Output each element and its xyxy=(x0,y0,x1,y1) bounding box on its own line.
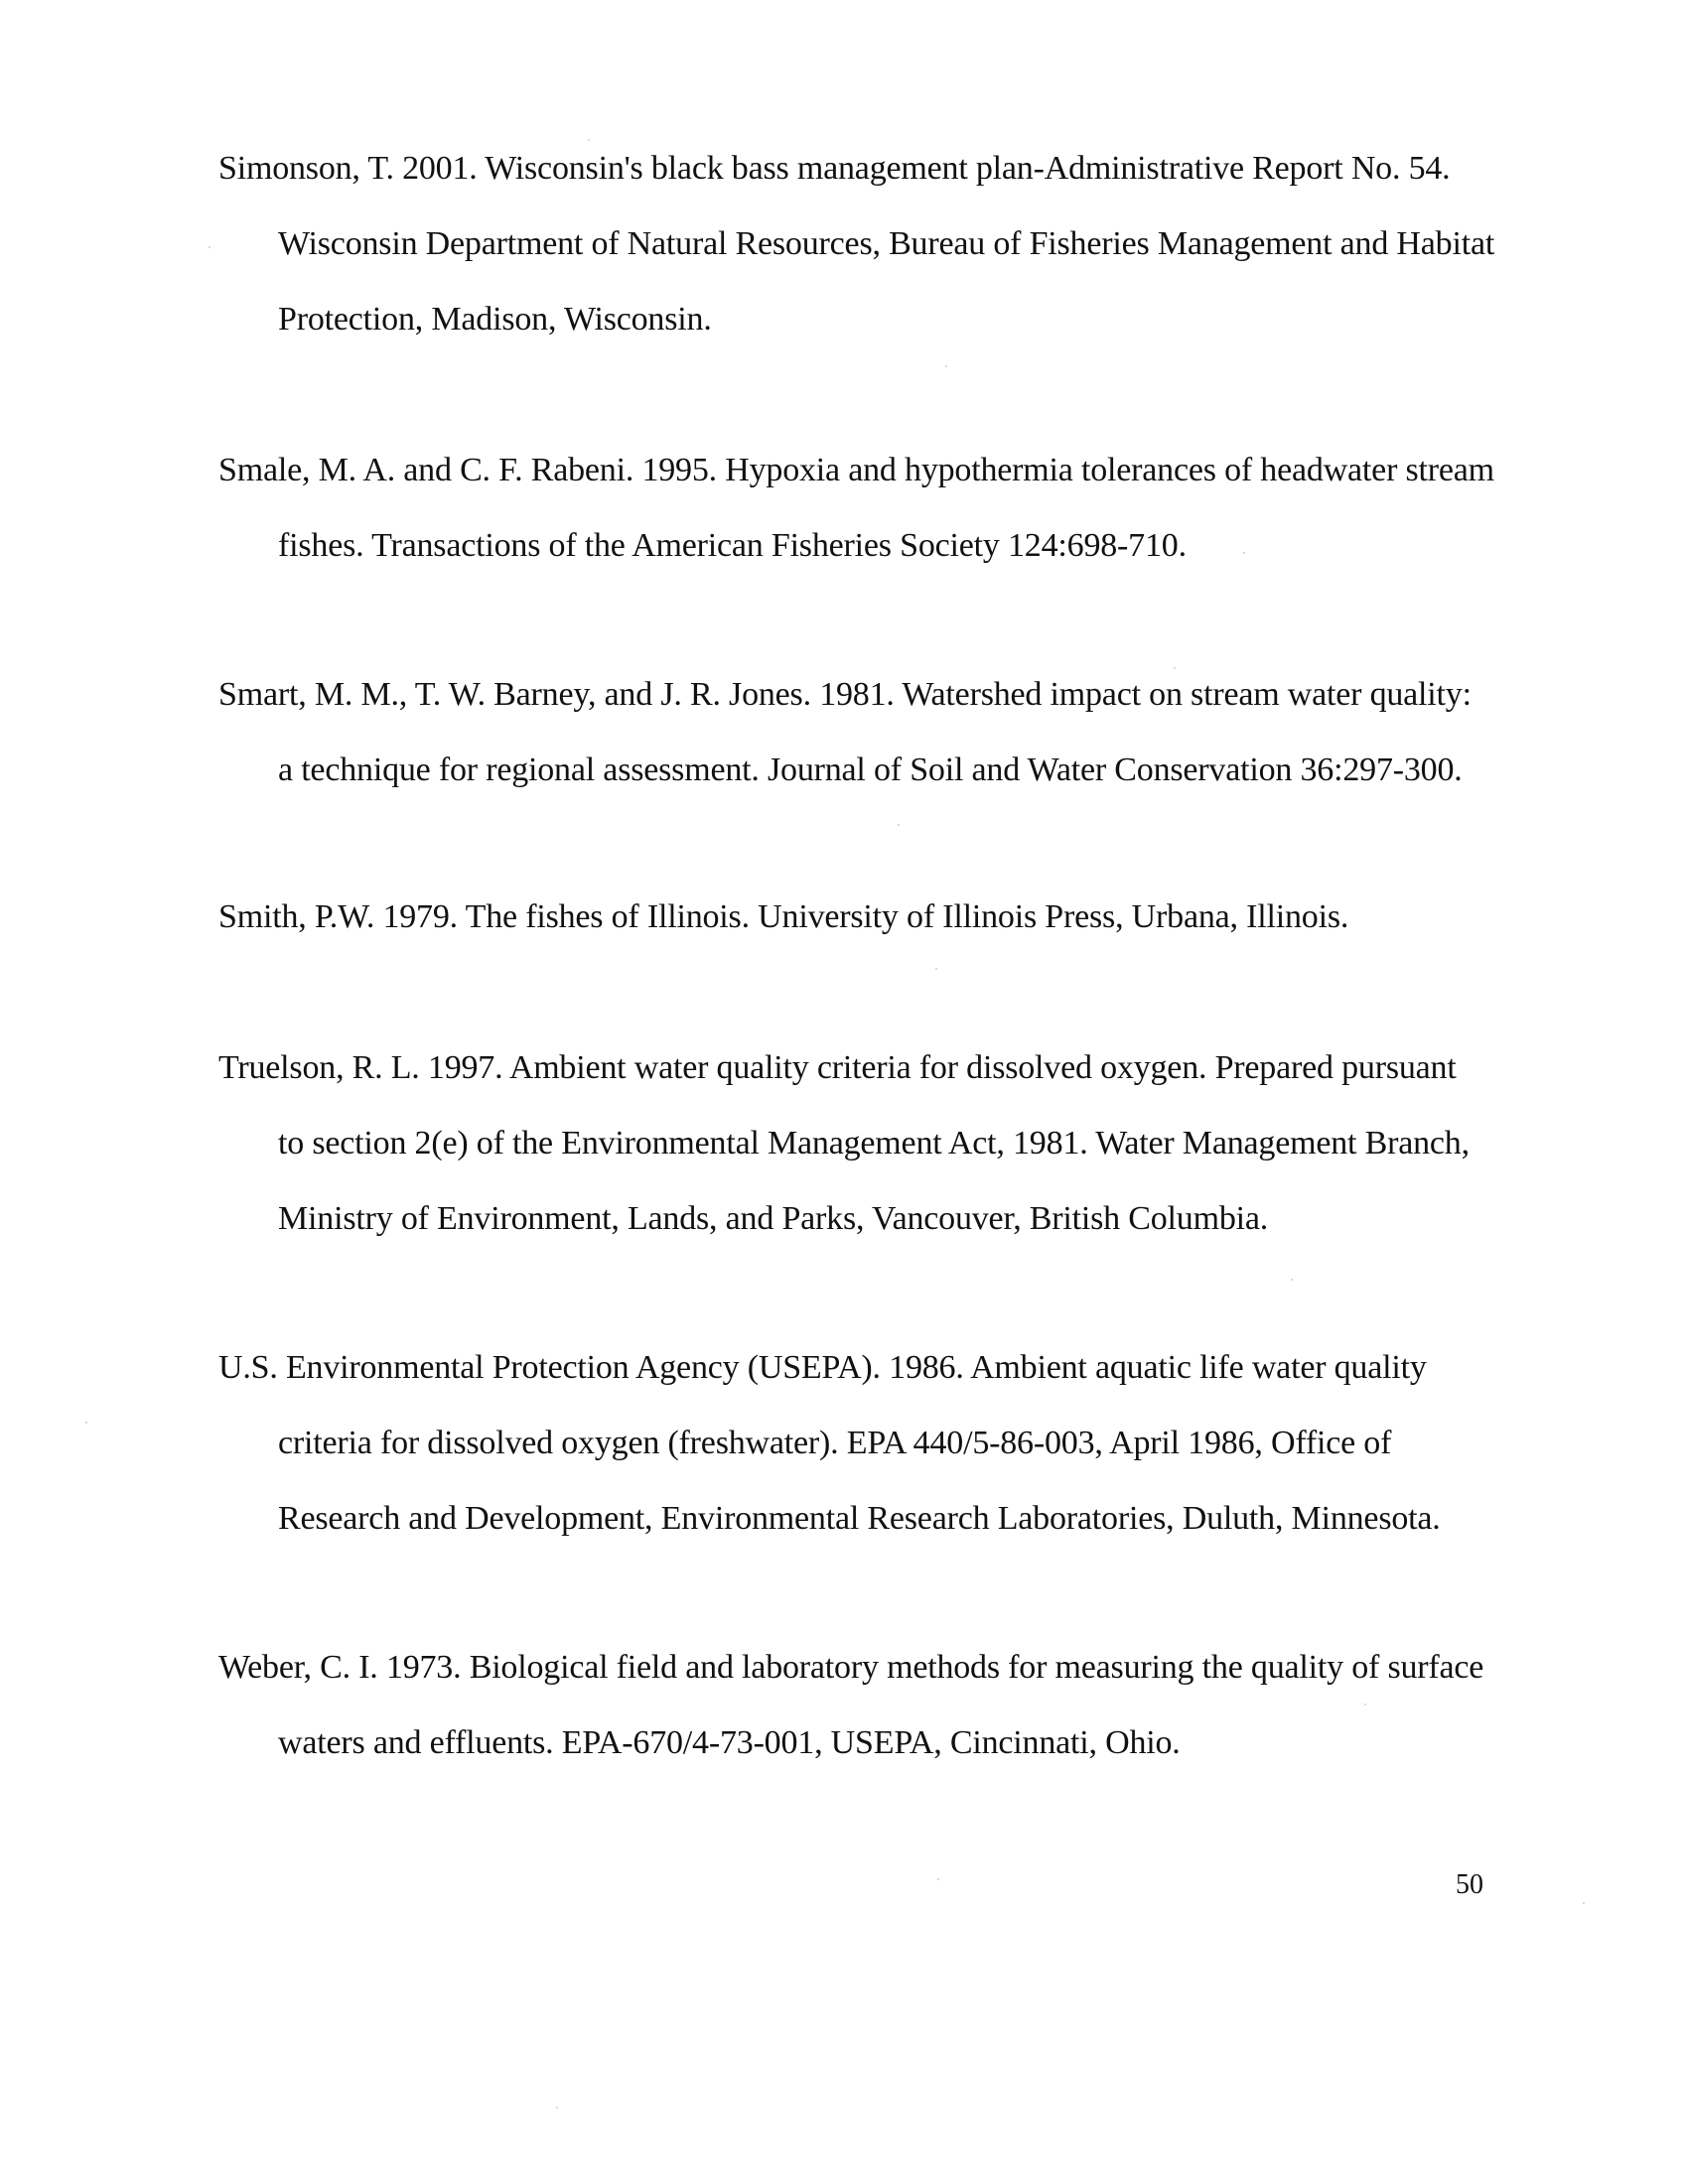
reference-line: Truelson, R. L. 1997. Ambient water quality criteria for dissolved oxygen. Prepared pursuant xyxy=(218,1049,1457,1086)
reference-line: Smale, M. A. and C. F. Rabeni. 1995. Hypoxia and hypothermia tolerances of headwater stream xyxy=(218,452,1494,488)
scan-speck xyxy=(945,365,947,367)
reference-line: a technique for regional assessment. Journal of Soil and Water Conservation 36:297-300. xyxy=(278,751,1463,788)
reference-line: Wisconsin Department of Natural Resources, Bureau of Fisheries Management and Habitat xyxy=(278,225,1495,262)
scan-speck xyxy=(588,139,590,141)
reference-line: Smart, M. M., T. W. Barney, and J. R. Jones. 1981. Watershed impact on stream water quality: xyxy=(218,676,1472,713)
scan-speck xyxy=(935,968,937,970)
scan-speck xyxy=(1174,667,1176,669)
reference-line: fishes. Transactions of the American Fisheries Society 124:698-710. xyxy=(278,527,1187,564)
reference-line: Protection, Madison, Wisconsin. xyxy=(278,301,712,338)
scan-speck xyxy=(1583,1902,1585,1904)
reference-line: to section 2(e) of the Environmental Management Act, 1981. Water Management Branch, xyxy=(278,1125,1470,1161)
scan-speck xyxy=(1243,552,1245,554)
reference-line: Ministry of Environment, Lands, and Parks, Vancouver, British Columbia. xyxy=(278,1200,1269,1237)
reference-line: Simonson, T. 2001. Wisconsin's black bass management plan-Administrative Report No. 54. xyxy=(218,150,1451,187)
reference-line: Weber, C. I. 1973. Biological field and laboratory methods for measuring the quality of surface xyxy=(218,1649,1484,1686)
scan-speck xyxy=(1364,1704,1366,1706)
reference-line: waters and effluents. EPA-670/4-73-001, USEPA, Cincinnati, Ohio. xyxy=(278,1724,1181,1761)
scan-speck xyxy=(898,824,900,826)
reference-line: U.S. Environmental Protection Agency (USEPA). 1986. Ambient aquatic life water quality xyxy=(218,1349,1427,1386)
scan-speck xyxy=(937,1878,939,1880)
scan-speck xyxy=(556,2107,558,2109)
page-number: 50 xyxy=(1456,1869,1483,1900)
scan-speck xyxy=(1291,1279,1293,1281)
scan-speck xyxy=(209,246,210,248)
reference-line: Smith, P.W. 1979. The fishes of Illinois. University of Illinois Press, Urbana, Illinois. xyxy=(218,898,1349,935)
scan-speck xyxy=(85,1422,87,1424)
reference-line: Research and Development, Environmental Research Laboratories, Duluth, Minnesota. xyxy=(278,1500,1441,1537)
reference-line: criteria for dissolved oxygen (freshwater). EPA 440/5-86-003, April 1986, Office of xyxy=(278,1425,1392,1461)
